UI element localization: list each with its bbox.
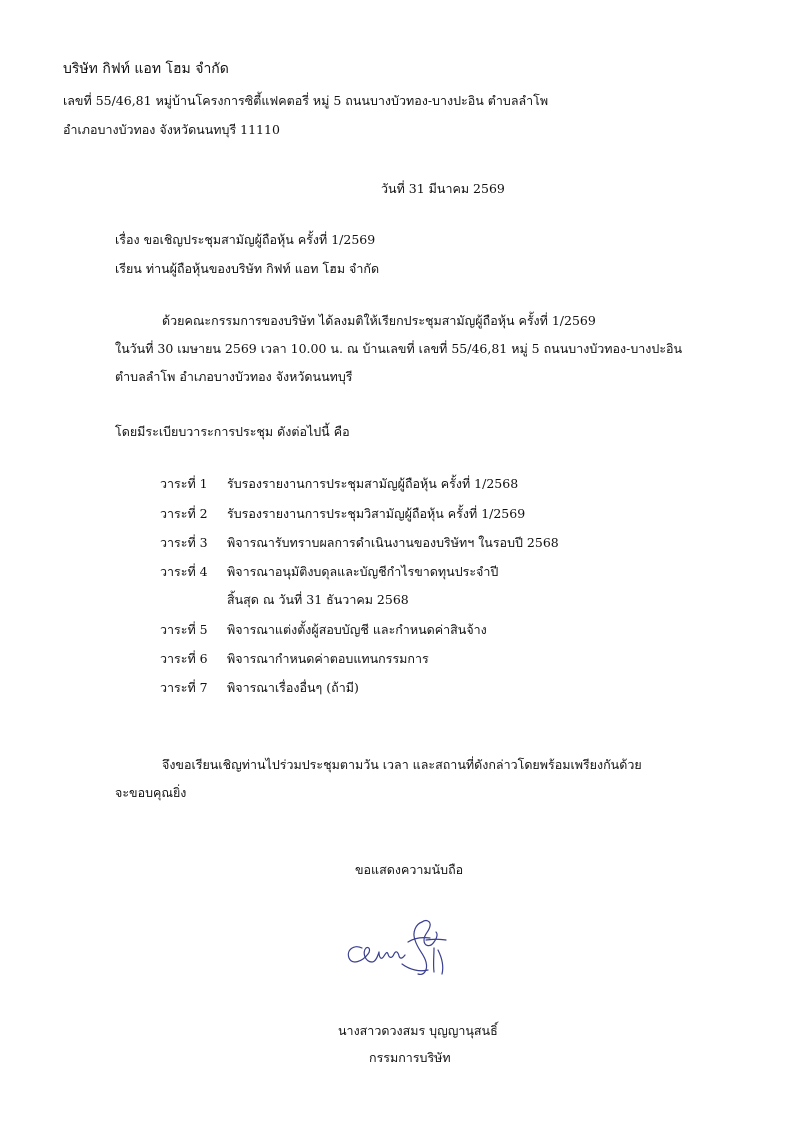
letter-date: วันที่ 31 มีนาคม 2569	[381, 181, 505, 196]
agenda-text: พิจารณาแต่งตั้งผู้สอบบัญชี และกำหนดค่าสินจ้าง	[227, 622, 487, 637]
agenda-text: รับรองรายงานการประชุมวิสามัญผู้ถือหุ้น ครั้งที่ 1/2569	[227, 506, 526, 521]
signatory-title: กรรมการบริษัท	[369, 1050, 451, 1065]
agenda-intro: โดยมีระเบียบวาระการประชุม ดังต่อไปนี้ คือ	[115, 424, 350, 439]
agenda-number: วาระที่ 2	[160, 506, 208, 521]
agenda-number: วาระที่ 4	[160, 564, 208, 579]
letter-recipient: เรียน ท่านผู้ถือหุ้นของบริษัท กิฟท์ แอท โฮม จำกัด	[115, 261, 380, 276]
agenda-number: วาระที่ 5	[160, 622, 208, 637]
agenda-text: พิจารณาเรื่องอื่นๆ (ถ้ามี)	[227, 680, 359, 695]
company-address-line-1: เลขที่ 55/46,81 หมู่บ้านโครงการซิตี้แฟคตอรี่ หมู่ 5 ถนนบางบัวทอง-บางปะอิน ตำบลลำโพ	[63, 93, 549, 108]
agenda-text: พิจารณากำหนดค่าตอบแทนกรรมการ	[227, 651, 429, 666]
agenda-number: วาระที่ 6	[160, 651, 208, 666]
letter-subject: เรื่อง ขอเชิญประชุมสามัญผู้ถือหุ้น ครั้งที่ 1/2569	[115, 232, 376, 247]
company-address-line-2: อำเภอบางบัวทอง จังหวัดนนทบุรี 11110	[63, 122, 280, 137]
signatory-name: นางสาวดวงสมร บุญญานุสนธิ์	[338, 1023, 498, 1038]
closing-regards: ขอแสดงความนับถือ	[355, 862, 464, 877]
body-paragraph-line-2: ในวันที่ 30 เมษายน 2569 เวลา 10.00 น. ณ บ้านเลขที่ เลขที่ 55/46,81 หมู่ 5 ถนนบางบัวทอง-บางปะอิน	[115, 341, 683, 356]
body-paragraph-line-3: ตำบลลำโพ อำเภอบางบัวทอง จังหวัดนนทบุรี	[115, 369, 353, 384]
agenda-text: พิจารณาอนุมัติงบดุลและบัญชีกำไรขาดทุนประจำปี	[227, 564, 499, 579]
agenda-number: วาระที่ 3	[160, 535, 208, 550]
agenda-number: วาระที่ 7	[160, 680, 208, 695]
body-paragraph-line-1: ด้วยคณะกรรมการของบริษัท ได้ลงมติให้เรียกประชุมสามัญผู้ถือหุ้น ครั้งที่ 1/2569	[162, 313, 596, 328]
agenda-text: พิจารณารับทราบผลการดำเนินงานของบริษัทฯ ในรอบปี 2568	[227, 535, 559, 550]
signature-image	[338, 910, 483, 988]
agenda-text: รับรองรายงานการประชุมสามัญผู้ถือหุ้น ครั้งที่ 1/2568	[227, 476, 519, 491]
closing-line-1: จึงขอเรียนเชิญท่านไปร่วมประชุมตามวัน เวลา และสถานที่ดังกล่าวโดยพร้อมเพรียงกันด้วย	[162, 757, 642, 772]
closing-line-2: จะขอบคุณยิ่ง	[115, 785, 187, 800]
agenda-number: วาระที่ 1	[160, 476, 208, 491]
company-name: บริษัท กิฟท์ แอท โฮม จำกัด	[63, 61, 229, 77]
agenda-text-continued: สิ้นสุด ณ วันที่ 31 ธันวาคม 2568	[227, 592, 409, 607]
